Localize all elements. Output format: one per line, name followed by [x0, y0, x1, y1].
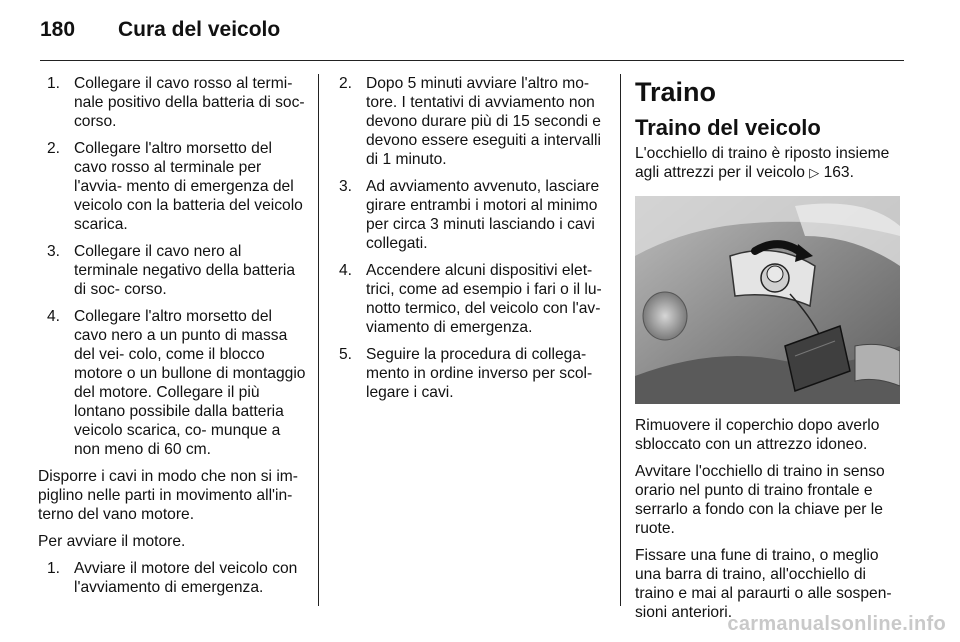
page-title: Cura del veicolo — [118, 18, 281, 41]
intro-paragraph: L'occhiello di traino è riposto insieme agli attrezzi per il veicolo ▷ 163. — [635, 145, 890, 181]
list-item: 1. Avviare il motore del veicolo con l'avviamento di emergenza. — [47, 560, 298, 596]
section-title: Traino — [635, 77, 717, 107]
cable-routing-paragraph: Disporre i cavi in modo che non si im- piglino nelle parti in movimento all'in- terno del vano motore. — [38, 468, 298, 523]
list-item: 3. Collegare il cavo nero al terminale negativo della batteria di soc- corso. — [47, 243, 296, 298]
subsection-title: Traino del veicolo — [635, 115, 821, 140]
tow-eye-illustration — [635, 196, 900, 404]
list-item: 2. Dopo 5 minuti avviare l'altro mo- tore. I tentativi di avviamento non devono durare più di 15 secondi e devono essere eseguiti a intervalli di 1 minuto. — [339, 75, 601, 168]
jump-start-steps-list — [38, 74, 306, 459]
column-2 — [330, 74, 604, 410]
column-1 — [38, 74, 306, 605]
page-number: 180 — [40, 18, 76, 41]
column-3 — [635, 74, 905, 630]
arrow-ref-icon: ▷ — [809, 165, 820, 180]
header-divider — [40, 60, 904, 61]
column-divider-2 — [620, 74, 621, 606]
remove-cover-paragraph: Rimuovere il coperchio dopo averlo sbloccato con un attrezzo idoneo. — [635, 417, 880, 453]
start-engine-paragraph: Per avviare il motore. — [38, 533, 186, 550]
attach-tow-rope-paragraph: Fissare una fune di traino, o meglio una barra di traino, all'occhiello di traino e mai al paraurti o alle sospen- sioni anteriori. — [635, 547, 892, 621]
start-engine-steps-list — [38, 559, 306, 597]
list-item: 1. Collegare il cavo rosso al termi- nale positivo della batteria di soc- corso. — [47, 75, 305, 130]
page-header — [40, 16, 904, 56]
list-item: 5. Seguire la procedura di collega- mento in ordine inverso per scol- legare i cavi. — [339, 346, 593, 401]
list-item: 4. Accendere alcuni dispositivi elet- trici, come ad esempio i fari o il lu- notto termico, del veicolo con l'av- viamento di emergenza. — [339, 262, 602, 336]
tow-eye-figure — [635, 196, 900, 404]
column-divider-1 — [318, 74, 319, 606]
screw-tow-eye-paragraph: Avvitare l'occhiello di traino in senso orario nel punto di traino frontale e serrarlo a fondo con la chiave per le ruote. — [635, 463, 885, 537]
list-item: 2. Collegare l'altro morsetto del cavo rosso al terminale per l'avvia- mento di emergenza del veicolo con la batteria del veicolo scarica. — [47, 140, 303, 233]
list-item: 4. Collegare l'altro morsetto del cavo nero a un punto di massa del vei- colo, come il blocco motore o un bullone di montaggio del motore. Collegare il più lontano possibile dalla batteria veicolo scarica, co- munque a non meno di 60 cm. — [47, 308, 306, 458]
list-item: 3. Ad avviamento avvenuto, lasciare girare entrambi i motori al minimo per circa 3 minuti lasciando i cavi collegati. — [339, 178, 600, 252]
watermark: carmanualsonline.info — [727, 613, 946, 635]
continued-steps-list — [330, 74, 604, 402]
